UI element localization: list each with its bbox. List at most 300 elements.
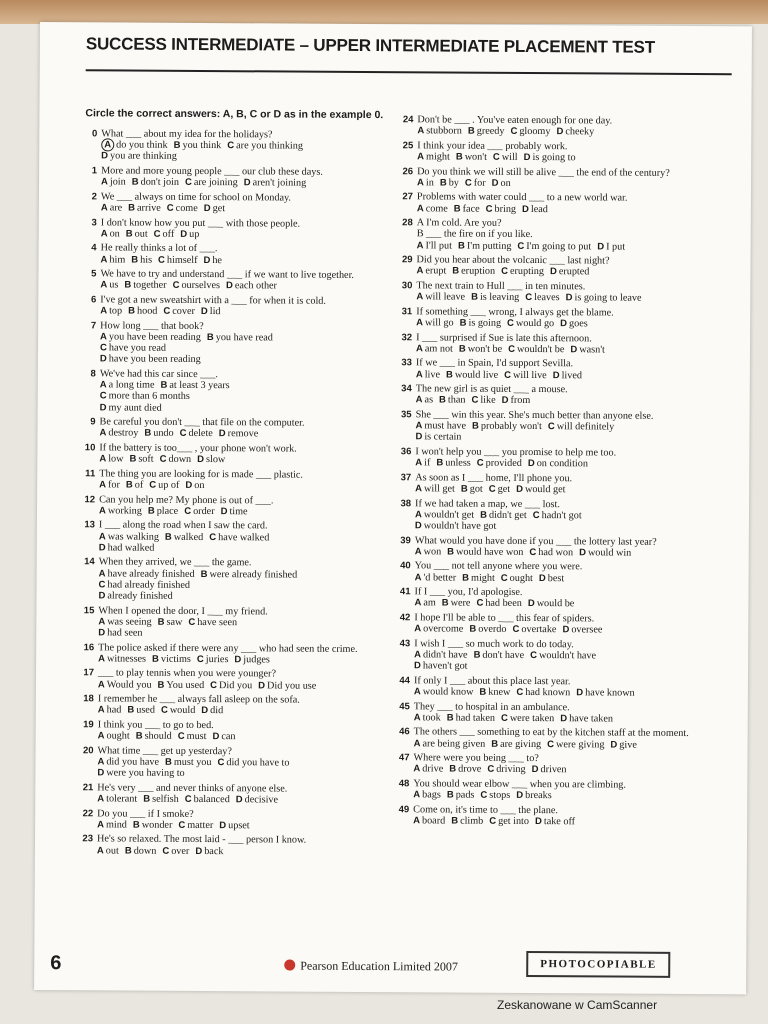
answer-option[interactable] [98,705,122,716]
answer-option[interactable] [236,794,278,805]
answer-option[interactable] [101,151,367,164]
answer-option[interactable] [210,680,252,691]
answer-option[interactable] [560,713,613,725]
answer-option[interactable] [414,649,468,661]
question-number: 48 [398,778,410,790]
answer-option[interactable] [417,177,434,188]
answer-option[interactable] [416,369,440,380]
option-text: matter [187,819,214,831]
answer-option[interactable] [442,598,471,609]
answer-option[interactable] [553,370,582,381]
answer-option[interactable] [99,428,138,439]
answer-option[interactable] [97,819,127,830]
option-letter: C [99,390,107,402]
answer-option[interactable] [143,794,179,805]
answer-option[interactable] [416,317,454,328]
answer-option[interactable] [98,679,152,691]
answer-option[interactable] [459,343,502,354]
answer-option[interactable] [126,228,148,239]
answer-option[interactable] [456,152,487,163]
answer-option[interactable] [415,432,691,445]
answer-option[interactable] [100,402,162,414]
answer-option[interactable] [508,344,564,356]
answer-option[interactable] [512,624,556,635]
answer-option[interactable] [415,509,474,521]
option-text: get [212,203,226,215]
option-text: wouldn't get [423,509,475,521]
option-text: ourselves [181,280,220,292]
answer-option[interactable] [576,687,634,699]
option-text: must you [173,756,212,769]
answer-option[interactable] [504,369,547,380]
answer-option[interactable] [99,568,195,580]
option-letter: C [516,686,524,698]
answer-option[interactable] [184,506,214,517]
answer-option[interactable] [516,687,570,699]
answer-option[interactable] [414,598,435,609]
question-number: 46 [399,726,410,738]
answer-option[interactable] [158,254,198,265]
answer-option[interactable] [533,510,582,522]
answer-option[interactable] [165,757,212,768]
answer-option[interactable] [100,354,201,366]
question-item [79,782,369,806]
answer-option[interactable] [468,126,505,137]
question-stem: I think your idea ___ probably work. [417,140,568,153]
answer-option[interactable] [516,790,552,801]
answer-option[interactable] [128,306,157,317]
answer-option[interactable] [160,380,229,392]
answer-option[interactable] [529,547,573,558]
option-letter: A [415,420,423,432]
answer-option[interactable] [99,531,159,543]
question-stem: You should wear elbow ___ when you are climbing. [413,778,626,791]
answer-option[interactable] [476,598,521,609]
answer-option[interactable] [417,203,448,214]
answer-option[interactable] [413,764,443,775]
answer-option[interactable] [209,532,269,544]
question-stem: How long ___ that book? [100,320,204,332]
answer-option[interactable] [201,569,298,581]
answer-option[interactable] [227,140,303,152]
option-text: soft [138,453,154,465]
answer-option[interactable] [610,739,636,750]
answer-option[interactable] [415,520,691,533]
answer-option[interactable] [550,267,590,278]
answer-option[interactable] [152,653,191,664]
option-letter: C [485,203,493,215]
answer-option[interactable] [474,650,525,662]
answer-option[interactable] [100,331,201,343]
answer-option[interactable] [197,454,225,465]
answer-option[interactable] [447,790,475,801]
question-item [399,140,699,164]
answer-option[interactable] [100,280,118,291]
answer-option[interactable] [479,687,510,698]
option-text: was walking [107,531,159,543]
answer-option[interactable] [501,266,544,277]
answer-options [414,649,696,673]
question-item [398,332,698,356]
answer-option[interactable] [97,756,159,768]
option-text: cheeky [565,126,595,138]
answer-option[interactable] [452,266,495,277]
option-text: had [106,704,122,716]
question-stem: I hope I'll be able to ___ this fear of spiders. [414,612,595,625]
option-text: get into [498,815,530,827]
answer-option[interactable] [416,291,465,303]
answer-option[interactable] [203,255,222,266]
answer-option[interactable] [447,712,495,723]
option-text: tolerant [106,793,138,805]
option-letter: C [159,453,167,465]
answer-option[interactable] [101,228,120,239]
option-letter: C [500,572,508,584]
answer-option[interactable] [204,203,225,214]
option-text: undo [153,428,174,440]
answer-option[interactable] [165,531,203,542]
answer-option[interactable] [414,660,690,673]
question-number: 14 [84,556,95,568]
option-text: might [471,572,495,584]
option-text: bags [422,789,441,801]
answer-option[interactable] [195,846,223,857]
answer-option[interactable] [178,731,207,742]
option-text: overdo [478,623,507,636]
answer-option[interactable] [415,457,430,468]
answer-option[interactable] [493,152,518,163]
answer-option[interactable] [132,177,179,188]
question-stem: I ___ along the road when I saw the card. [98,519,268,532]
question-number: 0 [91,128,98,140]
answer-option[interactable] [101,177,126,188]
answer-option[interactable] [597,241,625,252]
option-text: are being given [422,737,486,750]
option-text: will [501,151,518,163]
answer-option[interactable] [100,306,122,317]
answer-option[interactable] [100,380,155,392]
answer-option[interactable] [136,731,172,742]
answer-option[interactable] [535,816,575,827]
option-text: goes [568,318,588,330]
option-text: you have been reading [108,331,201,343]
option-letter: C [178,819,186,831]
answer-option[interactable] [465,177,486,188]
answer-option[interactable] [471,395,495,406]
answer-option[interactable] [447,546,523,558]
answer-option[interactable] [556,126,594,137]
answer-option[interactable] [471,292,519,303]
option-text: I'm going to put [526,240,592,252]
answer-option[interactable] [502,395,531,406]
answer-option[interactable] [101,140,167,152]
answer-option[interactable] [219,820,249,831]
option-letter: D [531,764,539,776]
answer-options [414,623,696,636]
answer-option[interactable] [566,292,642,304]
answer-option[interactable] [414,712,441,723]
answer-option[interactable] [97,845,119,856]
option-text: us [109,279,119,291]
option-text: overtake [521,624,557,636]
answer-option[interactable] [460,318,502,329]
answer-option[interactable] [539,573,564,584]
answer-option[interactable] [480,509,527,520]
option-text: must have [424,420,467,432]
question-item [79,745,369,780]
answer-option[interactable] [469,624,506,635]
top-wood-edge [0,0,768,24]
option-text: you have read [215,332,273,344]
answer-option[interactable] [98,590,172,602]
answer-option[interactable] [414,738,486,750]
answer-option[interactable] [99,505,142,516]
answer-option[interactable] [99,542,365,555]
answer-option[interactable] [180,428,213,439]
option-text: give [619,739,637,751]
answer-option[interactable] [185,177,238,189]
option-letter: B [446,712,454,724]
option-text: would go [515,317,555,330]
question-item [396,638,696,673]
option-letter: B [446,789,454,801]
answer-option[interactable] [417,240,452,251]
option-text: delete [188,428,213,440]
answer-option[interactable] [570,344,605,355]
answer-option[interactable] [454,203,480,214]
option-text: lead [530,203,548,215]
answer-option[interactable] [98,731,130,742]
answer-option[interactable] [98,616,151,628]
answer-option[interactable] [510,126,550,137]
answer-option[interactable] [439,395,465,406]
answer-option[interactable] [548,421,614,433]
option-text: on [109,228,120,240]
answer-option[interactable] [101,254,126,265]
option-text: can [221,731,236,743]
answer-option[interactable] [562,624,602,635]
answer-option[interactable] [180,229,199,240]
answer-option[interactable] [528,598,575,609]
answer-option[interactable] [158,679,205,690]
answer-option[interactable] [487,764,525,775]
answer-option[interactable] [160,454,192,465]
answer-option[interactable] [440,177,459,188]
answer-option[interactable] [413,789,441,800]
answer-option[interactable] [560,318,588,329]
option-letter: D [527,598,535,610]
answer-option[interactable] [217,757,289,769]
answer-option[interactable] [197,654,229,665]
answer-option[interactable] [173,280,220,291]
option-letter: C [532,509,540,521]
answer-option[interactable] [99,479,120,490]
answer-option[interactable] [221,506,248,517]
option-letter: B [467,125,475,137]
answer-option[interactable] [154,228,175,239]
option-letter: B [147,505,155,517]
answer-option[interactable] [125,845,157,856]
answer-option[interactable] [207,332,273,344]
question-item [396,612,696,636]
answer-option[interactable] [234,654,270,665]
option-letter: A [413,712,421,724]
question-stem: Do you think we will still be alive ___ the end of the century? [417,165,670,179]
answer-options [101,202,373,215]
answer-option[interactable] [416,266,446,277]
answer-option[interactable] [258,680,316,692]
option-text: stops [489,789,511,802]
answer-option[interactable] [226,281,277,293]
question-number: 47 [398,752,410,764]
answer-option[interactable] [148,505,178,516]
answer-option[interactable] [244,177,307,189]
question-number: 35 [400,409,412,421]
answer-option[interactable] [501,713,554,725]
answer-option[interactable] [212,731,235,742]
answer-option[interactable] [415,572,457,583]
answer-option[interactable] [516,484,565,496]
answer-option[interactable] [97,793,137,804]
answer-option[interactable] [417,126,462,137]
answer-option[interactable] [547,739,604,751]
answer-option[interactable] [101,202,122,213]
option-text: didn't get [488,509,527,521]
answer-option[interactable] [97,768,363,781]
answer-option[interactable] [99,454,123,465]
answer-option[interactable] [525,292,559,303]
answer-option[interactable] [458,240,512,252]
question-stem: Where were you being ___ to? [413,752,539,765]
option-letter: D [576,687,584,699]
answer-option[interactable] [167,203,198,214]
answer-option[interactable] [417,151,450,162]
answer-option[interactable] [477,458,522,469]
answer-option[interactable] [528,458,588,470]
answer-option[interactable] [416,420,467,432]
answer-option[interactable] [131,254,152,265]
answer-option[interactable] [161,705,195,716]
answer-option[interactable] [128,203,161,214]
option-text: wouldn't be [516,343,565,355]
option-text: drive [422,763,444,775]
question-item [399,166,699,190]
option-text: would win [587,547,632,559]
answer-option[interactable] [201,705,223,716]
answer-option[interactable] [489,484,510,495]
answer-option[interactable] [133,819,173,830]
answer-option[interactable] [416,395,433,406]
question-number: 20 [82,745,94,757]
option-letter: A [100,331,107,343]
answer-option[interactable] [163,306,195,317]
answer-option[interactable] [579,547,631,559]
option-letter: B [451,815,459,827]
answer-option[interactable] [174,140,222,151]
answer-options [417,151,699,164]
answer-option[interactable] [124,280,166,291]
answer-option[interactable] [530,650,596,662]
option-text: would know [422,686,474,698]
option-letter: C [476,598,484,610]
option-letter: B [173,140,181,152]
question-number: 38 [400,497,412,509]
answer-option[interactable] [486,203,516,214]
answer-option[interactable] [462,572,495,583]
answer-option[interactable] [201,306,221,317]
option-text: juries [205,653,229,665]
answer-option[interactable] [158,617,183,628]
answer-option[interactable] [162,845,189,856]
answer-option[interactable] [492,178,511,189]
option-text: should [144,730,172,742]
option-text: come [425,202,448,215]
option-letter: A [416,202,424,214]
answer-option[interactable] [414,623,463,635]
answer-option[interactable] [489,816,529,827]
answer-option[interactable] [436,458,470,469]
answer-option[interactable] [524,152,576,164]
answer-option[interactable] [414,686,474,698]
answer-option[interactable] [413,815,445,826]
answer-option[interactable] [517,241,591,253]
answer-option[interactable] [449,764,481,775]
answer-option[interactable] [415,546,441,557]
option-text: upset [228,819,250,832]
answer-option[interactable] [219,428,259,439]
answer-option[interactable] [507,318,554,329]
answer-option[interactable] [491,738,541,750]
answer-option[interactable] [522,204,548,215]
answer-option[interactable] [461,484,483,495]
answer-option[interactable] [98,653,146,664]
answer-option[interactable] [126,480,143,491]
question-stem: Can you help me? My phone is out of ___. [99,493,274,507]
option-text: top [109,305,123,317]
answer-options [101,254,373,267]
option-letter: B [459,317,467,329]
option-letter: B [200,568,208,580]
option-text: don't have [482,649,525,661]
answer-option[interactable] [480,790,510,801]
option-text: take off [543,816,576,828]
answer-option[interactable] [188,617,237,629]
option-letter: B [164,756,172,768]
answer-option[interactable] [415,483,455,494]
answer-option[interactable] [129,454,153,465]
question-stem: I've got a new sweatshirt with a ___ for when it is cold. [100,294,326,307]
answer-option[interactable] [178,820,213,831]
answer-option[interactable] [185,480,204,491]
answer-option[interactable] [127,705,155,716]
answer-option[interactable] [451,815,483,826]
answer-option[interactable] [149,480,179,491]
answer-option[interactable] [416,343,453,354]
option-letter: B [160,379,168,391]
answer-option[interactable] [98,627,364,640]
answer-option[interactable] [472,421,542,433]
option-letter: A [415,457,423,469]
question-stem: When they arrived, we ___ the game. [98,556,252,569]
option-letter: D [218,428,226,440]
answer-option[interactable] [501,572,533,583]
answer-option[interactable] [532,764,567,775]
answer-option[interactable] [446,369,498,381]
answer-option[interactable] [144,428,173,439]
answer-options [416,266,698,279]
question-stem: She ___ win this year. She's much better than anyone else. [415,409,654,422]
answer-option[interactable] [185,794,230,805]
